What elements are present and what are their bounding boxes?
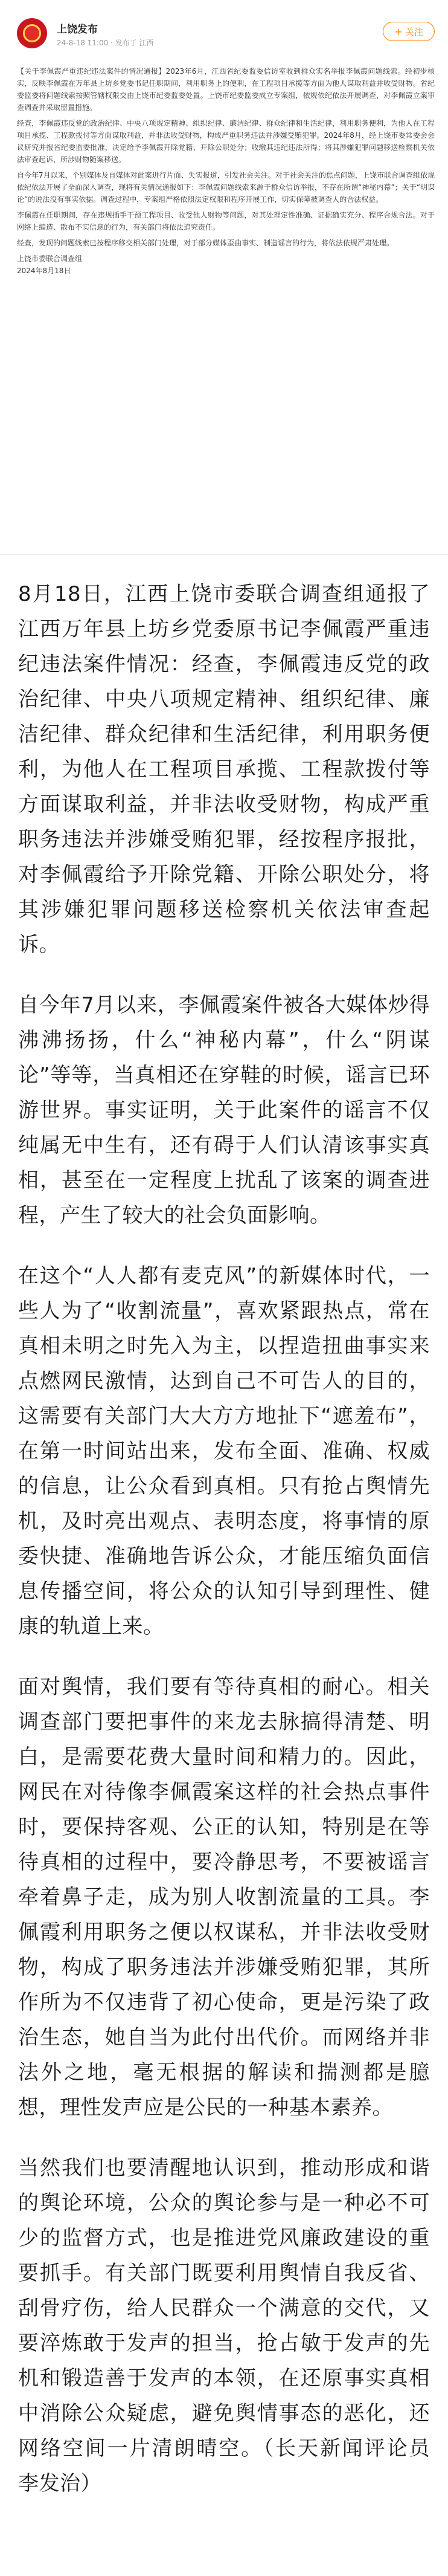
post-header — [17, 18, 435, 59]
post-footer-org: 上饶市委联合调查组 — [17, 254, 83, 263]
weibo-post-card — [0, 0, 448, 555]
post-time: 24-8-18 11:00 · 发布于 江西 — [57, 39, 154, 47]
article-body — [0, 555, 448, 2501]
follow-button[interactable] — [383, 22, 435, 41]
article-paragraph: 面对舆情，我们要有等待真相的耐心。相关调查部门要把事件的来龙去脉搞得清楚、明白，是需要花费大量时间和精力的。因此，网民在对待像李佩霞案这样的社会热点事件时，要保持客观、公正的认知，特别是在等待真相的过程中，要冷静思考，不要被谣言牵着鼻子走，成为别人收割流量的工具。李佩霞利用职务之便以权谋私，并非法收受财物，构成了职务违法并涉嫌受贿犯罪，其所作所为不仅违背了初心使命，更是污染了政治生态，她自当为此付出代价。而网络并非法外之地，毫无根据的解读和揣测都是臆想，理性发声应是公民的一种基本素养。 — [18, 1675, 430, 2120]
account-avatar[interactable] — [17, 18, 47, 48]
post-paragraph: 经查，李佩霞违反党的政治纪律、中央八项规定精神、组织纪律、廉洁纪律、群众纪律和生活纪律，利用职务便利，为他人在工程项目承揽、工程款拨付等方面谋取利益，并非法收受财物，构成严重职务违法并涉嫌受贿犯罪。2024年8月，经上饶市委常委会会议研究并报省纪委监委批准，决定给予李佩霞开除党籍、开除公职处分；收缴其违纪违法所得；将其涉嫌犯罪问题移送检察机关依法审查起诉，所涉财物随案移送。 — [17, 119, 435, 164]
emblem-icon — [23, 24, 41, 42]
article-paragraph: 自今年7月以来，李佩霞案件被各大媒体炒得沸沸扬扬，什么“神秘内幕”，什么“阴谋论”等等，当真相还在穿鞋的时候，谣言已环游世界。事实证明，关于此案件的谣言不仅纯属无中生有，还有碍于人们认清该事实真相，甚至在一定程度上扰乱了该案的调查进程，产生了较大的社会负面影响。 — [18, 993, 430, 1228]
post-footer — [17, 253, 435, 277]
post-footer-date: 2024年8月18日 — [17, 267, 71, 275]
follow-label: 关注 — [405, 26, 423, 37]
post-paragraph: 经查，发现的问题线索已按程序移交相关部门处理，对于部分媒体歪曲事实、制造谣言的行为，将依法依规严肃处理。 — [17, 239, 394, 247]
article-paragraph: 在这个“人人都有麦克风”的新媒体时代，一些人为了“收割流量”，喜欢紧跟热点，常在真相未明之时先入为主，以捏造扭曲事实来点燃网民激情，达到自己不可告人的目的，这需要有关部门大大方方地扯下“遮羞布”，在第一时间站出来，发布全面、准确、权威的信息，让公众看到真相。只有抢占舆情先机，及时亮出观点、表明态度，将事情的原委快捷、准确地告诉公众，才能压缩负面信息传播空间，将公众的认知引导到理性、健康的轨道上来。 — [18, 1264, 430, 1639]
post-paragraph: 自今年7月以来，个别媒体及自媒体对此案进行片面、失实报道，引发社会关注。对于社会关注的焦点问题，上饶市联合调查组依规依纪依法开展了全面深入调查，现将有关情况通报如下：李佩霞问题线索来源于群众信访举报，不存在所谓“神秘内幕”；关于“明谋论”的说法没有事实依据。调查过程中，专案组严格依照法定权限和程序开展工作，切实保障被调查人的合法权益。 — [17, 171, 435, 204]
article-paragraph: 当然我们也要清醒地认识到，推动形成和谐的舆论环境，公众的舆论参与是一种必不可少的监督方式，也是推进党风廉政建设的重要抓手。有关部门既要利用舆情自我反省、刮骨疗伤，给人民群众一个满意的交代，又要淬炼敢于发声的担当，抢占敏于发声的先机和锻造善于发声的本领，在还原事实真相中消除公众疑虑，避免舆情事态的恶化，还网络空间一片清朗晴空。（长天新闻评论员 李发治） — [18, 2156, 430, 2496]
post-paragraph: 【关于李佩霞严重违纪违法案件的情况通报】2023年6月，江西省纪委监委信访室收到群众实名举报李佩霞问题线索。经初步核实，反映李佩霞在万年县上坊乡党委书记任职期间，利用职务上的便利，在工程项目承揽等方面为他人谋取利益并收受财物。省纪委监委将问题线索按照管辖权限交由上饶市纪委监委处置。上饶市纪委监委成立专案组，依规依纪依法开展调查，对李佩霞立案审查调查并采取留置措施。 — [17, 67, 435, 112]
plus-icon: + — [394, 25, 403, 37]
account-name[interactable]: 上饶发布 — [57, 24, 98, 36]
post-body — [17, 65, 435, 249]
article-paragraph: 8月18日，江西上饶市委联合调查组通报了江西万年县上坊乡党委原书记李佩霞严重违纪违法案件情况：经查，李佩霞违反党的政治纪律、中央八项规定精神、组织纪律、廉洁纪律、群众纪律和生活纪律，利用职务便利，为他人在工程项目承揽、工程款拨付等方面谋取利益，并非法收受财物，构成严重职务违法并涉嫌受贿犯罪，经按程序报批，对李佩霞给予开除党籍、开除公职处分，将其涉嫌犯罪问题移送检察机关依法审查起诉。 — [18, 582, 430, 957]
post-paragraph: 李佩霞在任职期间，存在违规插手干预工程项目、收受他人财物等问题，对其处理定性准确、证据确实充分、程序合规合法。对于网络上编造、散布不实信息的行为，有关部门将依法追究责任。 — [17, 211, 435, 231]
